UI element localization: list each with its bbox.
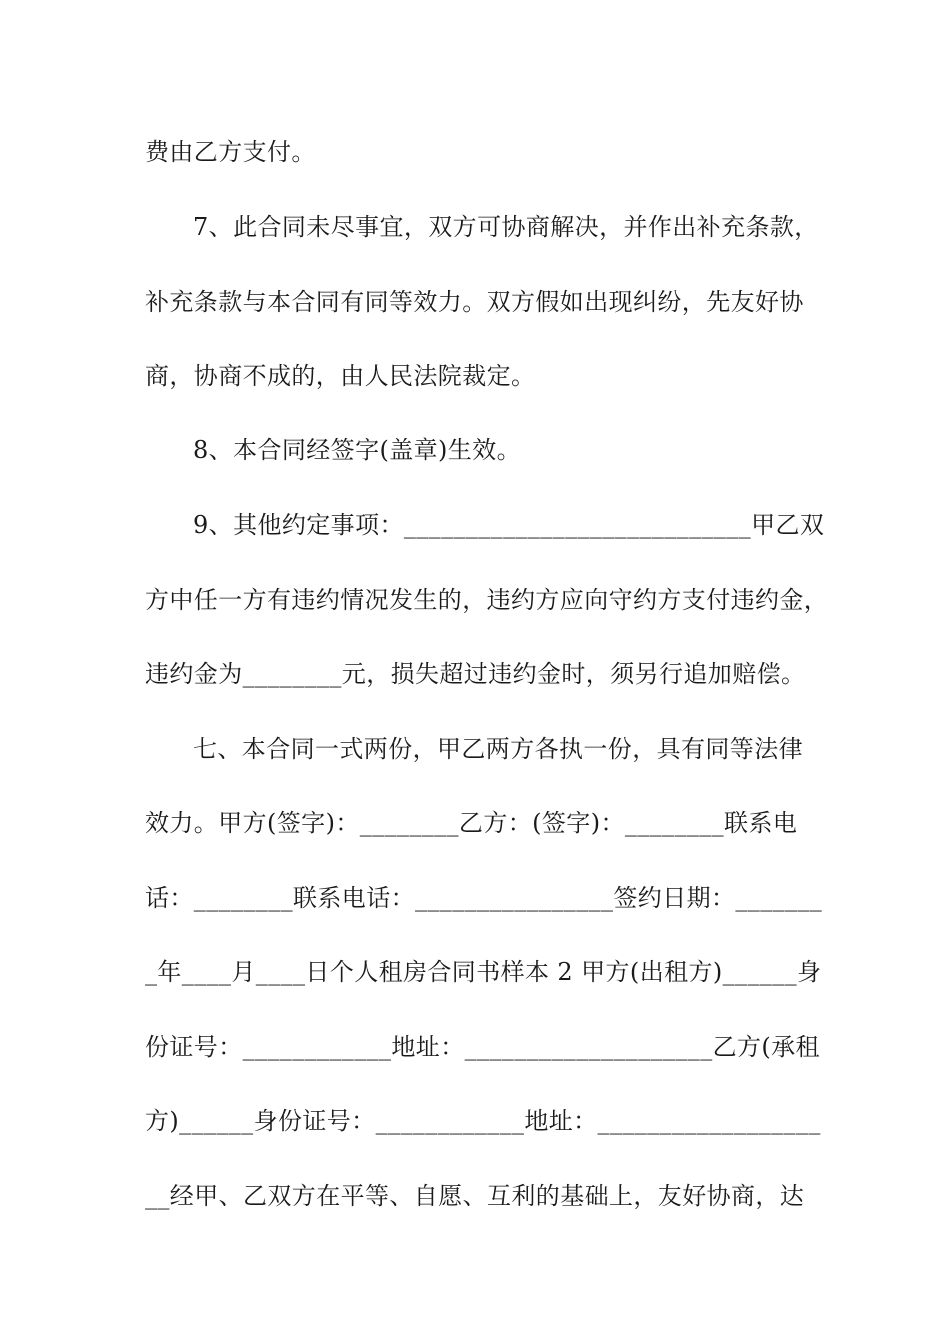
paragraph-line: 方中任一方有违约情况发生的，违约方应向守约方支付违约金， xyxy=(145,586,829,614)
paragraph-line: 7、此合同未尽事宜，双方可协商解决，并作出补充条款， xyxy=(193,213,819,241)
paragraph-line: 效力。甲方(签字)：________乙方：(签字)：________联系电 xyxy=(145,809,798,837)
paragraph-line: 补充条款与本合同有同等效力。双方假如出现纠纷，先友好协 xyxy=(145,288,804,316)
paragraph-line: 份证号：____________地址：____________________乙方(承租 xyxy=(145,1033,820,1061)
paragraph-line: 商，协商不成的，由人民法院裁定。 xyxy=(145,362,536,390)
paragraph-line: 话：________联系电话：________________签约日期：_______ xyxy=(145,884,823,912)
paragraph-line: _年____月____日个人租房合同书样本 2 甲方(出租方)______身 xyxy=(145,958,822,986)
paragraph-line: 七、本合同一式两份，甲乙两方各执一份，具有同等法律 xyxy=(193,735,803,763)
paragraph-line: 8、本合同经签字(盖章)生效。 xyxy=(193,436,521,464)
paragraph-line: 9、其他约定事项：____________________________甲乙双 xyxy=(193,511,825,539)
paragraph-line: 费由乙方支付。 xyxy=(145,138,316,166)
paragraph-line: __经甲、乙双方在平等、自愿、互利的基础上，友好协商，达 xyxy=(145,1182,805,1210)
paragraph-line: 违约金为________元，损失超过违约金时，须另行追加赔偿。 xyxy=(145,660,806,688)
paragraph-line: 方)______身份证号：____________地址：__________________ xyxy=(145,1107,821,1135)
